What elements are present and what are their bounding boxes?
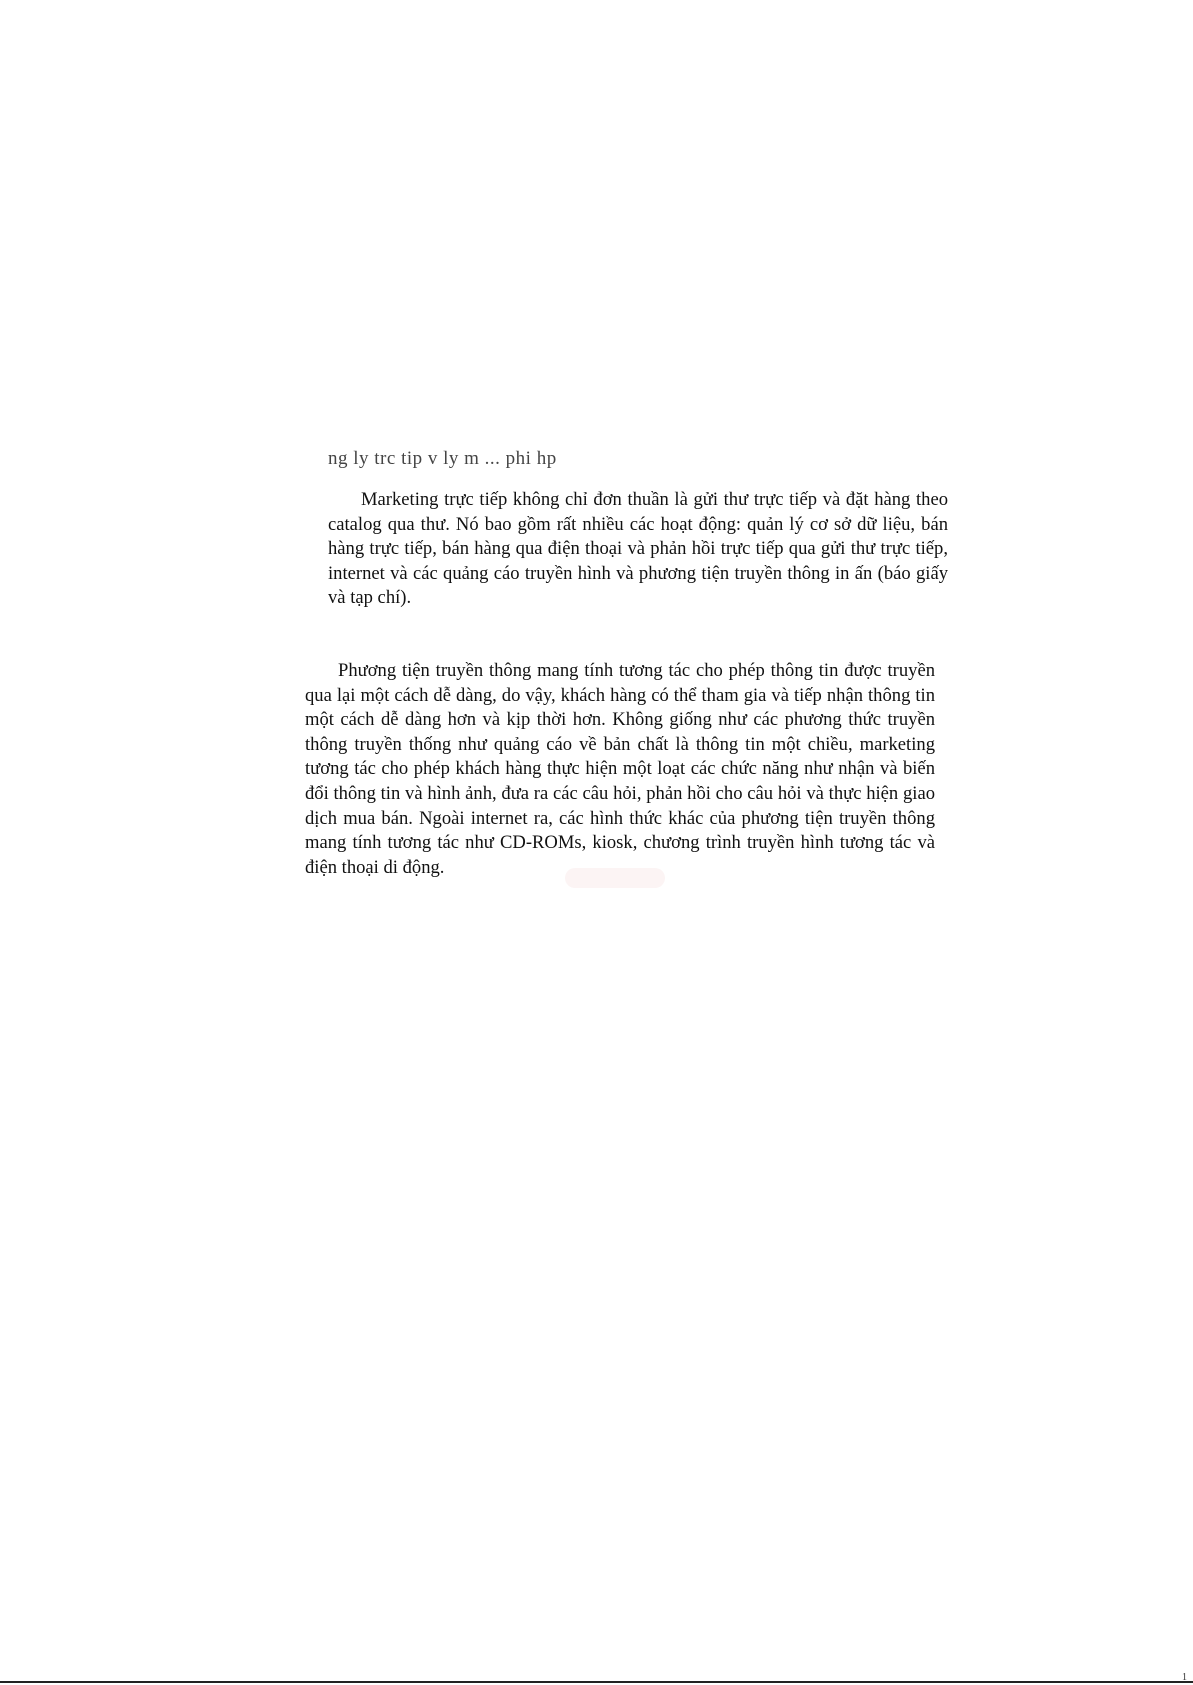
cut-off-text: ng ly trc tip v ly m ... phi hp — [328, 448, 557, 469]
paragraph-interactive-media: Phương tiện truyền thông mang tính tương tác cho phép thông tin được truyền qua lại một cách dễ dàng, do vậy, khách hàng có thể tham gia và tiếp nhận thông tin một cách dễ dàng hơn và kịp thời hơn. Không giống như các phương thức truyền thông truyền thống như quảng cáo về bản chất là thông tin một chiều, marketing tương tác cho phép khách hàng thực hiện một loạt các chức năng như nhận và biến đổi thông tin và hình ảnh, đưa ra các câu hỏi, phản hồi cho câu hỏi và thực hiện giao dịch mua bán. Ngoài internet ra, các hình thức khác của phương tiện truyền thông mang tính tương tác như CD-ROMs, kiosk, chương trình truyền hình tương tác và điện thoại di động. — [305, 660, 935, 878]
cut-off-text-line — [328, 448, 948, 472]
page-bottom-rule — [0, 1681, 1193, 1683]
paragraph-direct-marketing: Marketing trực tiếp không chỉ đơn thuần là gửi thư trực tiếp và đặt hàng theo catalog qua thư. Nó bao gồm rất nhiều các hoạt động: quản lý cơ sở dữ liệu, bán hàng trực tiếp, bán hàng qua điện thoại và phản hồi trực tiếp qua gửi thư trực tiếp, internet và các quảng cáo truyền hình và phương tiện truyền thông in ấn (báo giấy và tạp chí). — [328, 489, 948, 609]
page-corner-mark: 1 — [1182, 1672, 1187, 1683]
faint-watermark — [565, 868, 665, 888]
